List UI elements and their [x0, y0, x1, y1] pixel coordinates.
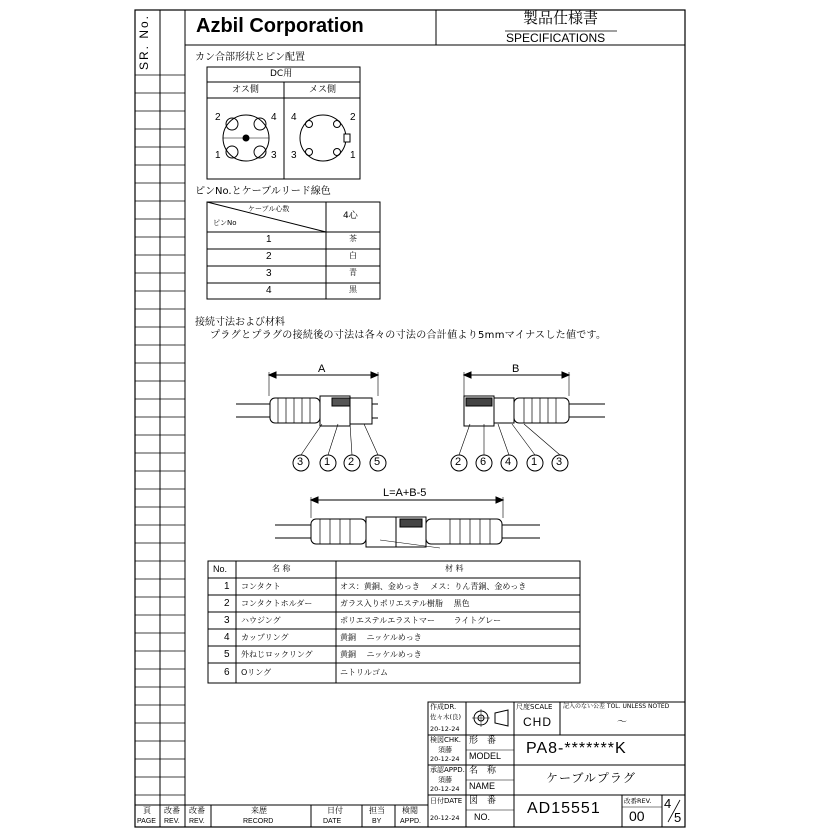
callout-a: 1: [324, 456, 331, 468]
drawn-label: 作成DR.: [430, 703, 457, 711]
sr-no-label: SR. No.: [137, 13, 151, 70]
pin-section-title: カン合部形状とピン配置: [195, 52, 305, 63]
appd-col-label-jp: 検閲: [402, 806, 418, 815]
female-pin-tr: 2: [350, 112, 356, 123]
no-label-jp: 図 番: [469, 796, 497, 806]
color-row-color: 黒: [349, 285, 357, 294]
material-header-no: No.: [213, 564, 228, 574]
dimension-section-title: 接続寸法および材料: [195, 317, 285, 328]
color-row-pin: 2: [266, 251, 272, 262]
rev-col-label-en: REV.: [164, 818, 180, 825]
material-row-material: ニトリルゴム: [340, 668, 388, 677]
material-row-no: 2: [224, 598, 230, 609]
dimension-a-label: A: [318, 363, 326, 375]
color-row-pin: 3: [266, 268, 272, 279]
checked-label: 検図CHK.: [430, 736, 461, 744]
record-label-jp: 来歴: [251, 806, 267, 815]
material-row-no: 1: [224, 581, 230, 592]
approved-date: 20-12-24: [430, 785, 460, 793]
model-value: PA8-*******K: [526, 740, 627, 757]
male-side-label: オス側: [232, 85, 259, 95]
callout-a: 5: [374, 456, 381, 468]
by-col-label-jp: 担当: [369, 806, 385, 815]
material-row-material: 黄銅 ニッケルめっき: [340, 633, 422, 642]
tolerance-value: ～: [617, 717, 627, 728]
color-table-header-bottom: ピンNo: [213, 219, 237, 227]
date-col-label-en: DATE: [323, 818, 342, 825]
no-label-en: NO.: [474, 812, 491, 822]
page-total: 5: [674, 810, 682, 825]
female-pin-tl: 4: [291, 112, 297, 123]
model-label-en: MODEL: [469, 751, 502, 761]
name-label-en: NAME: [469, 781, 496, 791]
female-side-label: メス側: [309, 85, 337, 95]
material-row-name: ハウジング: [241, 616, 281, 625]
revision-value: 00: [629, 808, 645, 824]
male-pin-bl: 1: [215, 150, 221, 161]
material-row-name: 外ねじロックリング: [241, 650, 313, 659]
drawn-date: 20-12-24: [430, 725, 460, 733]
color-row-color: 白: [349, 251, 357, 260]
color-table-header-top: ケーブル心数: [248, 205, 290, 213]
rev2-col-label-en: REV.: [189, 818, 205, 825]
doc-title-jp: 製品仕様書: [523, 9, 599, 27]
callout-b: 6: [480, 456, 487, 468]
female-pin-br: 1: [350, 150, 356, 161]
dimension-b-label: B: [512, 363, 520, 375]
rev2-col-label-jp: 改番: [189, 806, 205, 815]
dimension-total-label: L=A+B-5: [383, 487, 427, 499]
name-value: ケーブルプラグ: [546, 771, 636, 785]
material-row-name: カップリング: [241, 633, 289, 642]
approved-label: 承認APPD.: [430, 766, 465, 774]
color-table-header-col: 4心: [343, 211, 358, 221]
scale-value: CHD: [523, 715, 552, 729]
female-pin-bl: 3: [291, 150, 297, 161]
color-row-color: 茶: [349, 234, 357, 243]
callout-b: 2: [455, 456, 462, 468]
date-col-label-jp: 日付: [327, 806, 343, 815]
rev-page-label-jp: 頁: [143, 806, 151, 815]
material-row-material: ガラス入りポリエステル樹脂 黒色: [340, 599, 470, 608]
dimension-note: プラグとプラグの接続後の寸法は各々の寸法の合計値より5mmマイナスした値です。: [210, 330, 607, 341]
material-row-material: ポリエステルエラストマー ライトグレー: [340, 616, 502, 625]
male-pin-tl: 2: [215, 112, 221, 123]
color-row-pin: 1: [266, 234, 272, 245]
tolerance-label: 記入のない公差 TOL. UNLESS NOTED: [563, 703, 670, 710]
rev-col-label-jp: 改番: [164, 806, 180, 815]
material-row-name: Oリング: [241, 668, 272, 677]
male-pin-tr: 4: [271, 112, 277, 123]
callout-b: 4: [505, 456, 512, 468]
drawn-name: 佐々木(良): [430, 713, 462, 721]
doc-title-en: SPECIFICATIONS: [506, 31, 606, 45]
material-row-no: 4: [224, 632, 230, 643]
material-row-material: 黄銅 ニッケルめっき: [340, 650, 422, 659]
rev-page-label-en: PAGE: [137, 818, 156, 825]
by-col-label-en: BY: [372, 818, 382, 825]
material-row-no: 3: [224, 615, 230, 626]
scale-label: 尺度SCALE: [516, 703, 553, 711]
callout-a: 3: [297, 456, 304, 468]
appd-col-label-en: APPD.: [400, 818, 422, 825]
drawing-number: AD15551: [527, 800, 601, 817]
page-number: 4: [664, 796, 672, 811]
company-name: Azbil Corporation: [196, 15, 364, 37]
date-value: 20-12-24: [430, 814, 460, 822]
date-label: 日付DATE: [430, 797, 463, 805]
callout-b: 3: [556, 456, 563, 468]
model-label-jp: 形 番: [469, 736, 497, 746]
callout-a: 2: [348, 456, 355, 468]
color-row-color: 青: [349, 268, 357, 277]
material-header-material: 材 料: [445, 564, 464, 573]
color-section-title: ピンNo.とケーブルリード線色: [195, 186, 331, 197]
material-row-name: コンタクトホルダー: [241, 599, 313, 608]
material-row-no: 5: [224, 649, 230, 660]
male-pin-br: 3: [271, 150, 277, 161]
name-label-jp: 名 称: [469, 766, 497, 776]
callout-b: 1: [531, 456, 538, 468]
approved-name: 須藤: [438, 776, 452, 784]
color-row-pin: 4: [266, 285, 272, 296]
revision-label: 改番REV.: [624, 797, 652, 805]
material-row-no: 6: [224, 667, 230, 678]
material-row-material: オス：黄銅、金めっき メス：りん青銅、金めっき: [340, 582, 527, 591]
material-row-name: コンタクト: [241, 582, 281, 591]
checked-name: 須藤: [438, 746, 452, 754]
pin-table-header: DC用: [270, 69, 293, 79]
checked-date: 20-12-24: [430, 755, 460, 763]
material-header-name: 名 称: [272, 564, 291, 573]
record-label-en: RECORD: [243, 818, 274, 825]
